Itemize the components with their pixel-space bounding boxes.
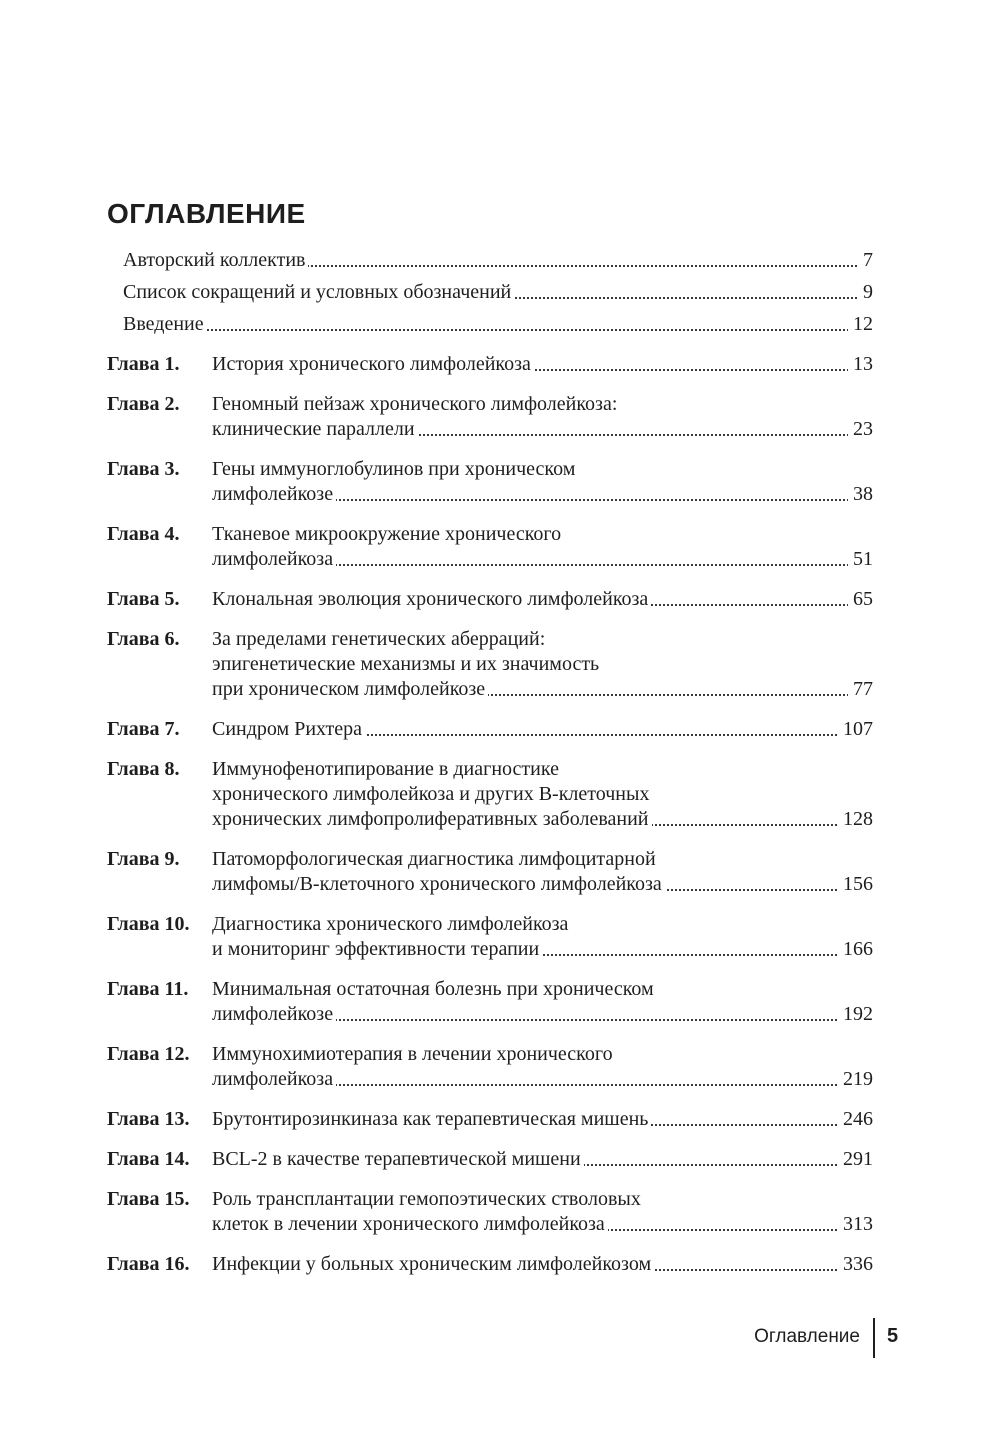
entry-title-text: Брутонтирозинкиназа как терапевтическая мишень	[212, 1108, 651, 1130]
entry-title-text: хронического лимфолейкоза и других В-клеточных	[212, 783, 652, 805]
entry-page-number: 13	[848, 352, 873, 377]
entry-title-text: и мониторинг эффективности терапии	[212, 938, 542, 960]
entry-title-text: Список сокращений и условных обозначений	[123, 281, 514, 303]
entry-line	[212, 977, 873, 1002]
entry-title-text: Иммунохимиотерапия в лечении хронического	[212, 1043, 616, 1065]
chapter-label: Глава 14.	[107, 1148, 190, 1170]
entry-page-number: 219	[838, 1067, 873, 1092]
entry-line	[212, 1107, 873, 1132]
chapter-label: Глава 5.	[107, 588, 180, 610]
chapter-label: Глава 3.	[107, 458, 180, 480]
toc-chapter-entry	[107, 847, 873, 897]
chapter-label: Глава 15.	[107, 1188, 190, 1210]
chapter-label: Глава 9.	[107, 848, 180, 870]
entry-title-text: Патоморфологическая диагностика лимфоцитарной	[212, 848, 659, 870]
entry-title-text: Геномный пейзаж хронического лимфолейкоза:	[212, 393, 620, 415]
entry-title-text: Введение	[123, 313, 207, 335]
entry-line	[212, 677, 873, 702]
entry-page-number: 23	[848, 417, 873, 442]
toc-chapter-entry	[107, 1252, 873, 1277]
entry-line	[212, 782, 873, 807]
entry-line	[212, 1067, 873, 1092]
toc-chapter-entry	[107, 912, 873, 962]
toc-chapter-entry	[107, 977, 873, 1027]
entry-title-text: Роль трансплантации гемопоэтических стволовых	[212, 1188, 644, 1210]
entry-line	[212, 757, 873, 782]
entry-line	[212, 717, 873, 742]
entry-title-text: Диагностика хронического лимфолейкоза	[212, 913, 571, 935]
toc-chapter-entry	[107, 1107, 873, 1132]
entry-line	[212, 457, 873, 482]
entry-page-number: 38	[848, 482, 873, 507]
toc-chapter-entry	[107, 1042, 873, 1092]
entry-page-number: 9	[858, 280, 873, 305]
table-of-contents	[107, 248, 873, 1292]
entry-line	[212, 1147, 873, 1172]
entry-page-number: 51	[848, 547, 873, 572]
entry-line	[212, 352, 873, 377]
entry-title-text: Клональная эволюция хронического лимфолейкоза	[212, 588, 651, 610]
entry-line	[123, 280, 873, 305]
entry-title-text: клеток в лечении хронического лимфолейкоза	[212, 1213, 608, 1235]
entry-title-text: лимфолейкоза	[212, 1068, 336, 1090]
chapter-label: Глава 1.	[107, 353, 180, 375]
entry-title-text: при хроническом лимфолейкозе	[212, 678, 488, 700]
entry-title-text: хронических лимфопролиферативных заболеваний	[212, 808, 652, 830]
entry-line	[212, 587, 873, 612]
chapter-label: Глава 16.	[107, 1253, 190, 1275]
entry-page-number: 107	[838, 717, 873, 742]
toc-chapter-entry	[107, 1147, 873, 1172]
entry-line	[123, 248, 873, 273]
toc-chapter-entry	[107, 522, 873, 572]
chapter-label: Глава 6.	[107, 628, 180, 650]
entry-page-number: 128	[838, 807, 873, 832]
entry-title-text: Авторский коллектив	[123, 249, 308, 271]
chapter-label: Глава 2.	[107, 393, 180, 415]
entry-title-text: лимфолейкозе	[212, 483, 336, 505]
toc-chapter-entry	[107, 457, 873, 507]
entry-title-text: эпигенетические механизмы и их значимость	[212, 653, 602, 675]
entry-title-text: Синдром Рихтера	[212, 718, 365, 740]
entry-line	[123, 312, 873, 337]
entry-title-text: Иммунофенотипирование в диагностике	[212, 758, 562, 780]
entry-line	[212, 547, 873, 572]
chapter-label: Глава 12.	[107, 1043, 190, 1065]
footer-divider	[873, 1318, 875, 1358]
chapter-list	[107, 352, 873, 1277]
toc-chapter-entry	[107, 392, 873, 442]
chapter-label: Глава 7.	[107, 718, 180, 740]
entry-line	[212, 627, 873, 652]
toc-chapter-entry	[107, 1187, 873, 1237]
entry-page-number: 336	[838, 1252, 873, 1277]
running-footer-title: Оглавление	[754, 1326, 860, 1347]
toc-chapter-entry	[107, 587, 873, 612]
entry-title-text: лимфолейкоза	[212, 548, 336, 570]
chapter-label: Глава 8.	[107, 758, 180, 780]
entry-page-number: 192	[838, 1002, 873, 1027]
entry-line	[212, 847, 873, 872]
entry-page-number: 313	[838, 1212, 873, 1237]
toc-entry	[107, 280, 873, 305]
entry-line	[212, 807, 873, 832]
entry-line	[212, 522, 873, 547]
entry-title-text: лимфомы/В-клеточного хронического лимфолейкоза	[212, 873, 665, 895]
page-title: ОГЛАВЛЕНИЕ	[107, 198, 306, 229]
toc-chapter-entry	[107, 352, 873, 377]
entry-title-text: История хронического лимфолейкоза	[212, 353, 534, 375]
entry-line	[212, 482, 873, 507]
entry-page-number: 65	[848, 587, 873, 612]
entry-title-text: Тканевое микроокружение хронического	[212, 523, 564, 545]
entry-line	[212, 1002, 873, 1027]
toc-chapter-entry	[107, 717, 873, 742]
entry-line	[212, 392, 873, 417]
entry-line	[212, 1187, 873, 1212]
toc-chapter-entry	[107, 757, 873, 832]
entry-page-number: 156	[838, 872, 873, 897]
entry-page-number: 166	[838, 937, 873, 962]
toc-entry	[107, 312, 873, 337]
toc-entry	[107, 248, 873, 273]
entry-page-number: 291	[838, 1147, 873, 1172]
entry-title-text: Инфекции у больных хроническим лимфолейкозом	[212, 1253, 654, 1275]
entry-line	[212, 1042, 873, 1067]
entry-line	[212, 1252, 873, 1277]
entry-page-number: 246	[838, 1107, 873, 1132]
entry-title-text: За пределами генетических аберраций:	[212, 628, 548, 650]
entry-title-text: клинические параллели	[212, 418, 418, 440]
entry-title-text: Гены иммуноглобулинов при хроническом	[212, 458, 578, 480]
entry-page-number: 7	[858, 248, 873, 273]
chapter-label: Глава 4.	[107, 523, 180, 545]
chapter-label: Глава 10.	[107, 913, 190, 935]
entry-title-text: Минимальная остаточная болезнь при хроническом	[212, 978, 657, 1000]
front-matter-list	[107, 248, 873, 337]
entry-line	[212, 872, 873, 897]
entry-line	[212, 937, 873, 962]
entry-line	[212, 652, 873, 677]
entry-title-text: BCL-2 в качестве терапевтической мишени	[212, 1148, 584, 1170]
toc-chapter-entry	[107, 627, 873, 702]
entry-line	[212, 912, 873, 937]
page-footer	[0, 1318, 1000, 1358]
entry-line	[212, 1212, 873, 1237]
entry-line	[212, 417, 873, 442]
entry-page-number: 77	[848, 677, 873, 702]
page-number: 5	[887, 1325, 899, 1347]
entry-title-text: лимфолейкозе	[212, 1003, 336, 1025]
chapter-label: Глава 13.	[107, 1108, 190, 1130]
chapter-label: Глава 11.	[107, 978, 189, 1000]
entry-page-number: 12	[848, 312, 873, 337]
